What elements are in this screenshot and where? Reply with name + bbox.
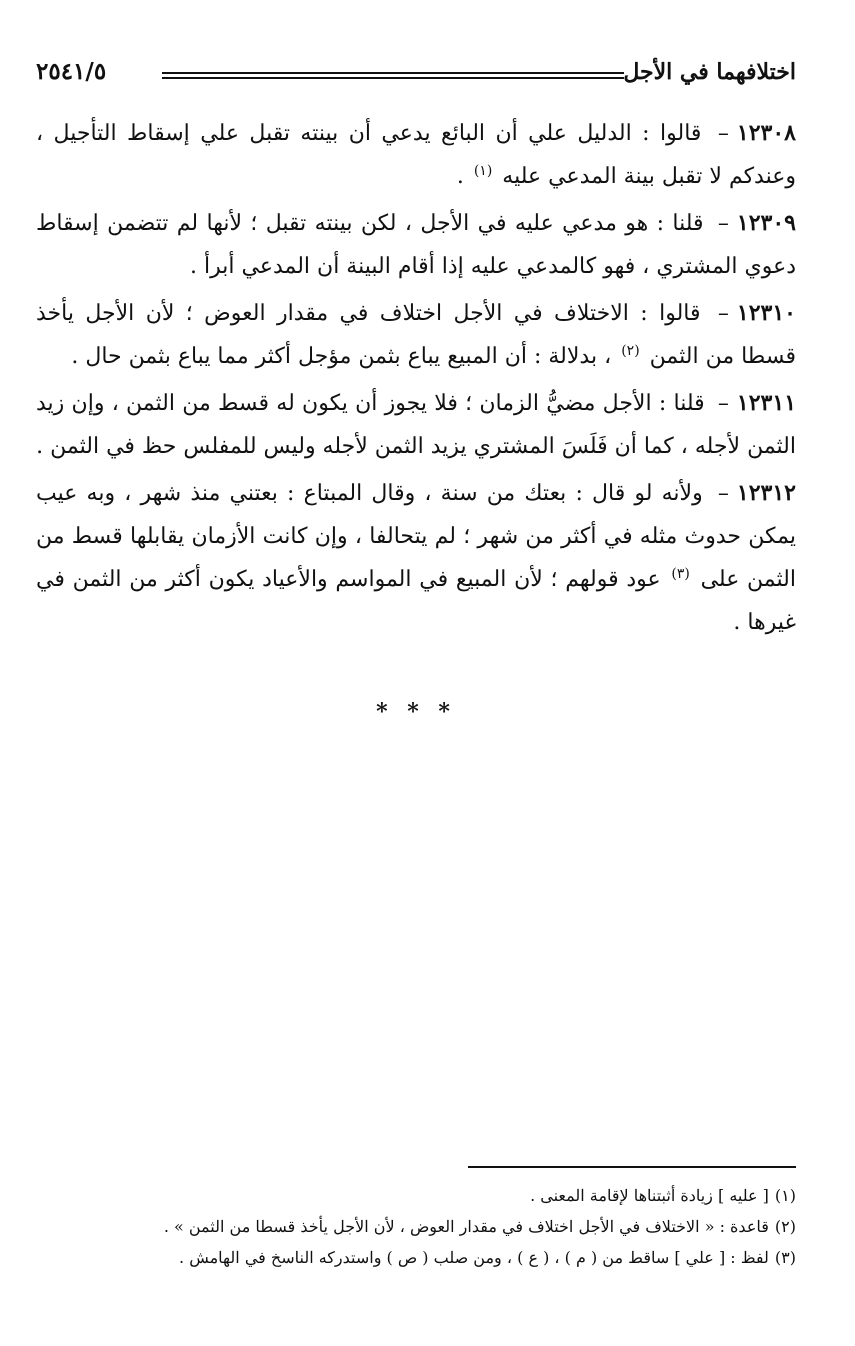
paragraph-text-end: . — [456, 164, 464, 189]
book-page — [36, 44, 796, 1314]
paragraph-12308 — [36, 112, 796, 198]
footnote-ref-3[interactable]: (٣) — [671, 566, 690, 582]
header-double-rule — [162, 72, 624, 79]
paragraph-text: قالوا : الدليل علي أن البائع يدعي أن بينته تقبل علي إسقاط التأجيل ، وعندكم لا تقبل بينة المدعي عليه — [36, 121, 796, 189]
footnote-text: [ عليه ] زيادة أثبتناها لإقامة المعنى . — [530, 1186, 769, 1205]
page-number: ٢٥٤١/٥ — [36, 58, 107, 85]
paragraph-text: قالوا : الاختلاف في الأجل اختلاف في مقدار العوض ؛ لأن الأجل يأخذ قسطا من الثمن — [36, 301, 796, 369]
running-header — [36, 56, 796, 96]
paragraph-12312 — [36, 472, 796, 644]
main-text — [36, 112, 796, 648]
footnote-ref-1[interactable]: (١) — [473, 163, 493, 179]
footnote-number: (٣) — [774, 1248, 796, 1267]
paragraph-12309 — [36, 202, 796, 288]
footnote-1 — [36, 1180, 796, 1211]
footnote-ref-2[interactable]: (٢) — [621, 343, 640, 359]
paragraph-text-end: عود قولهم ؛ لأن المبيع في المواسم والأعياد يكون أكثر من الثمن في غيرها . — [36, 567, 796, 635]
paragraph-12311 — [36, 382, 796, 468]
footnote-number: (١) — [774, 1186, 796, 1205]
paragraph-dash: – — [717, 211, 729, 236]
paragraph-text-end: ، بدلالة : أن المبيع يباع بثمن مؤجل أكثر مما يباع بثمن حال . — [71, 344, 612, 369]
paragraph-12310 — [36, 292, 796, 378]
paragraph-dash: – — [717, 391, 729, 416]
footnote-text: لفظ : [ علي ] ساقط من ( م ) ، ( ع ) ، ومن صلب ( ص ) واستدركه الناسخ في الهامش . — [179, 1248, 769, 1267]
footnote-3 — [36, 1242, 796, 1273]
footnote-number: (٢) — [774, 1217, 796, 1236]
paragraph-number: ١٢٣٠٩ — [736, 210, 796, 236]
paragraph-dash: – — [717, 481, 729, 506]
footnote-2 — [36, 1211, 796, 1242]
chapter-title: اختلافهما في الأجل — [623, 59, 796, 85]
footnotes — [36, 1180, 796, 1273]
section-separator: * * * — [376, 699, 456, 725]
paragraph-number: ١٢٣١١ — [736, 390, 797, 416]
paragraph-text: قلنا : هو مدعي عليه في الأجل ، لكن بينته تقبل ؛ لأنها لم تتضمن إسقاط دعوي المشتري ، فهو كالمدعي عليه إذا أقام البينة أن المدعي أبرأ . — [36, 211, 796, 279]
paragraph-text: ولأنه لو قال : بعتك من سنة ، وقال المبتاع : بعتني منذ شهر ، وبه عيب يمكن حدوث مثله في أكثر من شهر ؛ لم يتحالفا ، وإن كانت الأزمان يقابلها قسط من الثمن على — [36, 481, 796, 592]
paragraph-dash: – — [717, 301, 729, 326]
paragraph-number: ١٢٣١٠ — [736, 300, 796, 326]
paragraph-number: ١٢٣٠٨ — [736, 120, 796, 146]
footnote-text: قاعدة : « الاختلاف في الأجل اختلاف في مقدار العوض ، لأن الأجل يأخذ قسطا من الثمن » . — [163, 1217, 769, 1236]
paragraph-number: ١٢٣١٢ — [736, 480, 796, 506]
paragraph-dash: – — [717, 121, 729, 146]
paragraph-text: قلنا : الأجل مضيُّ الزمان ؛ فلا يجوز أن يكون له قسط من الثمن ، وإن زيد الثمن لأجله ، كما أن فَلَسَ المشتري يزيد الثمن لأجله وليس للمفلس حظ في الثمن . — [36, 391, 796, 459]
footnote-rule — [468, 1166, 796, 1168]
